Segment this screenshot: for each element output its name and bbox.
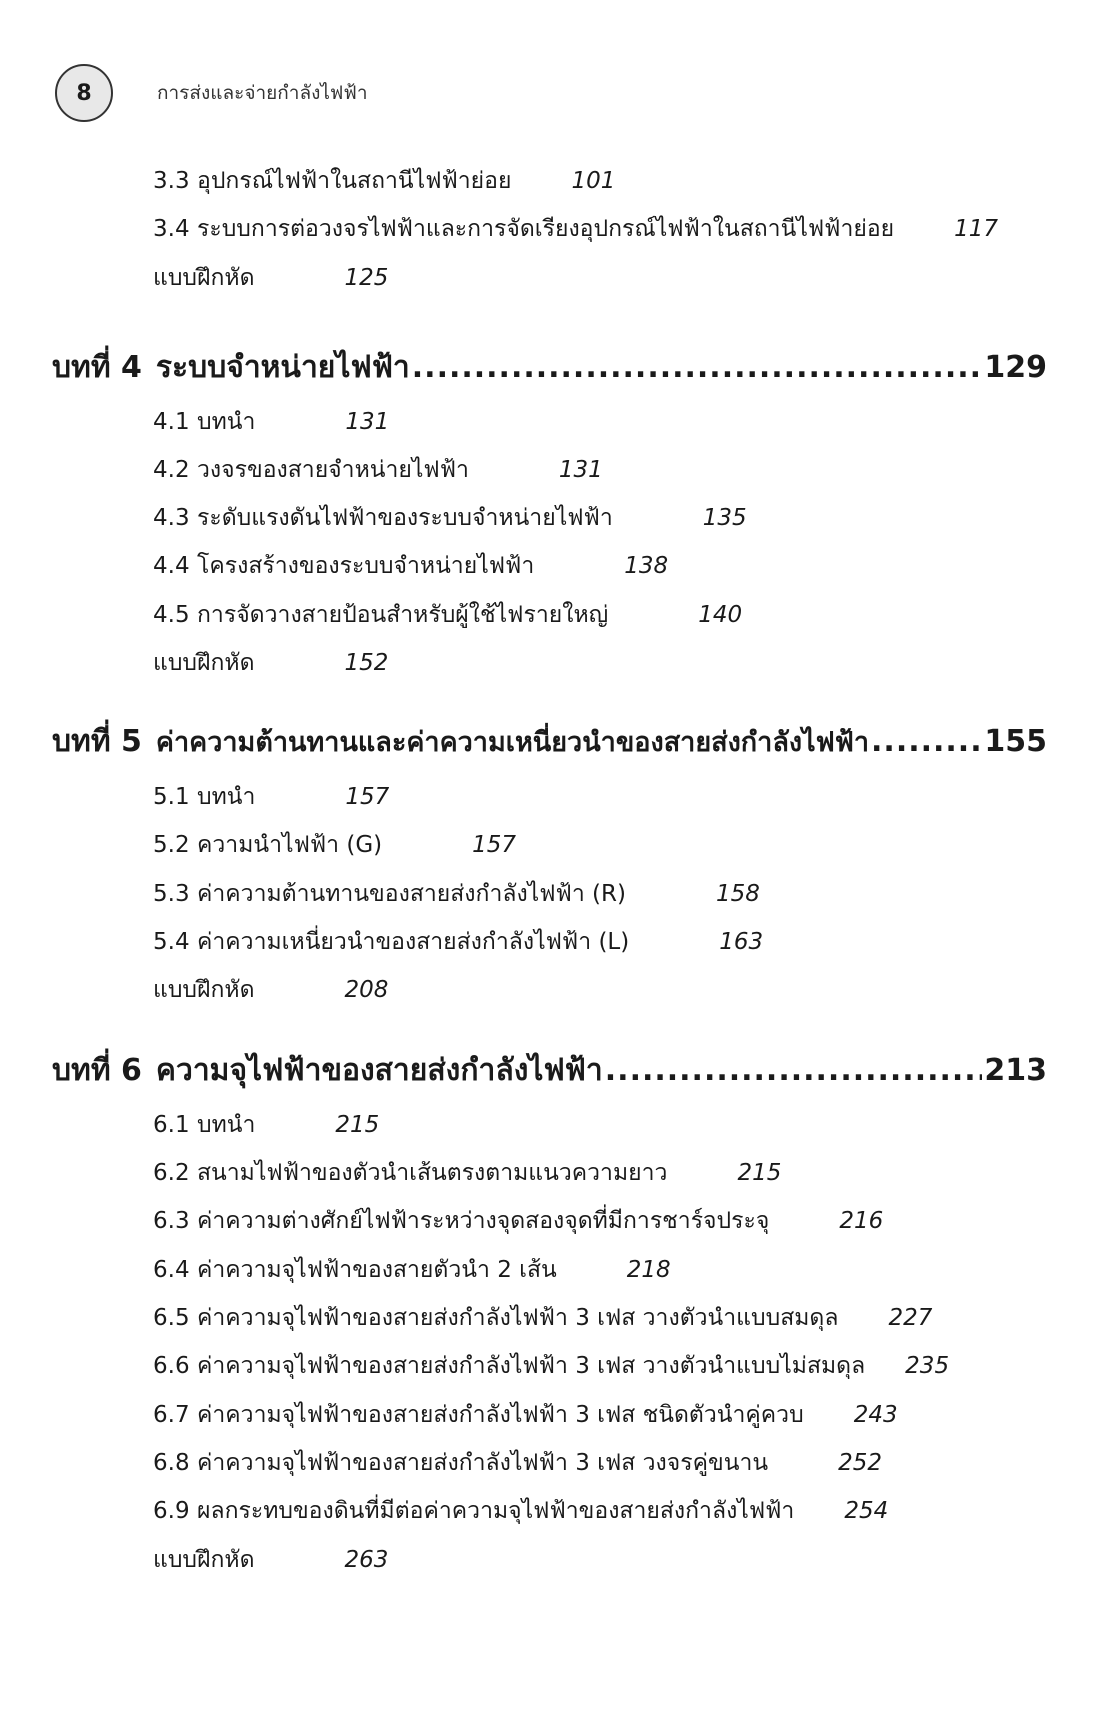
toc-entry [153,260,388,296]
toc-entry [153,1203,883,1239]
entry-number: 4.4 [153,553,190,579]
entry-number: 6.7 [153,1402,190,1428]
toc-entry [153,500,747,536]
entry-title: บทนำ [197,409,256,435]
toc-entry [153,1107,379,1143]
entry-page: 125 [344,265,389,291]
toc-entry [153,827,516,863]
running-title: การส่งและจ่ายกำลังไฟฟ้า [157,82,368,104]
chapter-heading [52,1047,1047,1094]
entry-page: 101 [571,168,616,194]
entry-page: 227 [888,1305,933,1331]
toc-entry [153,876,760,912]
chapter-title: ระบบจำหน่ายไฟฟ้า [155,350,410,385]
entry-page: 131 [558,457,603,483]
toc-entry [153,404,389,440]
toc-entry [153,1493,888,1529]
toc-entry [153,972,388,1008]
chapter-page: 213 [984,1053,1047,1088]
entry-number: 5.1 [153,784,190,810]
entry-number: 4.3 [153,505,190,531]
entry-title: ระบบการต่อวงจรไฟฟ้าและการจัดเรียงอุปกรณ์ไฟฟ้าในสถานีไฟฟ้าย่อย [197,216,895,242]
entry-title: ค่าความจุไฟฟ้าของสายส่งกำลังไฟฟ้า 3 เฟส วางตัวนำแบบสมดุล [197,1305,839,1331]
entry-title: การจัดวางสายป้อนสำหรับผู้ใช้ไฟรายใหญ่ [197,602,609,628]
toc-entry [153,211,998,247]
entry-page: 216 [839,1208,884,1234]
chapter-title: ความจุไฟฟ้าของสายส่งกำลังไฟฟ้า [155,1053,603,1088]
entry-title: ค่าความจุไฟฟ้าของสายส่งกำลังไฟฟ้า 3 เฟส วางตัวนำแบบไม่สมดุล [197,1353,866,1379]
entry-page: 243 [853,1402,898,1428]
toc-entry [153,779,389,815]
chapter-page: 129 [984,350,1047,385]
toc-entry [153,1252,671,1288]
entry-title: ค่าความต่างศักย์ไฟฟ้าระหว่างจุดสองจุดที่มีการชาร์จประจุ [197,1208,770,1234]
entry-title: แบบฝึกหัด [153,977,255,1003]
entry-number: 6.3 [153,1208,190,1234]
entry-title: สนามไฟฟ้าของตัวนำเส้นตรงตามแนวความยาว [197,1160,668,1186]
entry-title: ค่าความจุไฟฟ้าของสายส่งกำลังไฟฟ้า 3 เฟส ชนิดตัวนำคู่ควบ [197,1402,804,1428]
entry-page: 157 [472,832,517,858]
entry-title: โครงสร้างของระบบจำหน่ายไฟฟ้า [197,553,535,579]
toc-entry [153,1397,898,1433]
toc-entry [153,452,603,488]
entry-title: ผลกระทบของดินที่มีต่อค่าความจุไฟฟ้าของสายส่งกำลังไฟฟ้า [197,1498,795,1524]
chapter-label: บทที่ 6 [52,1053,142,1088]
chapter-page: 155 [984,724,1047,759]
entry-page: 208 [344,977,389,1003]
entry-number: 6.5 [153,1305,190,1331]
toc-entry [153,1300,932,1336]
entry-number: 4.5 [153,602,190,628]
entry-title: แบบฝึกหัด [153,265,255,291]
entry-page: 218 [626,1257,671,1283]
entry-number: 6.6 [153,1353,190,1379]
page-number-badge [55,64,113,122]
entry-number: 3.4 [153,216,190,242]
entry-page: 157 [345,784,390,810]
chapter-heading [52,718,1047,765]
entry-title: บทนำ [197,1112,256,1138]
entry-page: 252 [838,1450,882,1476]
dot-leader [871,724,982,759]
dot-leader [412,350,983,385]
entry-page: 140 [698,602,743,628]
entry-number: 5.2 [153,832,190,858]
entry-number: 4.1 [153,409,190,435]
entry-title: ค่าความต้านทานของสายส่งกำลังไฟฟ้า (R) [197,881,626,907]
entry-page: 158 [715,881,760,907]
toc-entry [153,597,742,633]
dot-leader [605,1053,983,1088]
entry-number: 5.3 [153,881,190,907]
entry-page: 215 [737,1160,782,1186]
entry-page: 131 [345,409,390,435]
toc-entry [153,1155,781,1191]
page-number: 8 [76,80,92,106]
toc-entry [153,1445,882,1481]
entry-page: 152 [344,650,389,676]
chapter-title: ค่าความต้านทานและค่าความเหนี่ยวนำของสายส่งกำลังไฟฟ้า [155,727,870,758]
entry-title: ค่าความจุไฟฟ้าของสายส่งกำลังไฟฟ้า 3 เฟส วงจรคู่ขนาน [197,1450,769,1476]
entry-number: 6.4 [153,1257,190,1283]
chapter-heading [52,344,1047,391]
entry-page: 215 [335,1112,380,1138]
entry-page: 163 [719,929,764,955]
entry-number: 6.2 [153,1160,190,1186]
entry-number: 6.9 [153,1498,190,1524]
entry-page: 135 [702,505,747,531]
entry-title: อุปกรณ์ไฟฟ้าในสถานีไฟฟ้าย่อย [197,168,512,194]
toc-entry [153,163,615,199]
entry-number: 6.8 [153,1450,190,1476]
toc-entry [153,1542,388,1578]
entry-title: แบบฝึกหัด [153,1547,255,1573]
chapter-label: บทที่ 4 [52,350,142,385]
entry-title: ค่าความจุไฟฟ้าของสายตัวนำ 2 เส้น [197,1257,557,1283]
entry-title: วงจรของสายจำหน่ายไฟฟ้า [197,457,469,483]
entry-number: 5.4 [153,929,190,955]
entry-page: 235 [905,1353,950,1379]
entry-page: 138 [624,553,669,579]
toc-entry [153,548,668,584]
entry-title: ระดับแรงดันไฟฟ้าของระบบจำหน่ายไฟฟ้า [197,505,613,531]
entry-page: 263 [344,1547,389,1573]
entry-number: 4.2 [153,457,190,483]
entry-title: ค่าความเหนี่ยวนำของสายส่งกำลังไฟฟ้า (L) [197,929,630,955]
entry-number: 3.3 [153,168,190,194]
toc-entry [153,1348,949,1384]
toc-entry [153,645,388,681]
toc-entry [153,924,763,960]
entry-page: 254 [844,1498,889,1524]
entry-title: ความนำไฟฟ้า (G) [197,832,383,858]
entry-number: 6.1 [153,1112,190,1138]
chapter-label: บทที่ 5 [52,724,142,759]
entry-page: 117 [954,216,999,242]
entry-title: แบบฝึกหัด [153,650,255,676]
entry-title: บทนำ [197,784,256,810]
